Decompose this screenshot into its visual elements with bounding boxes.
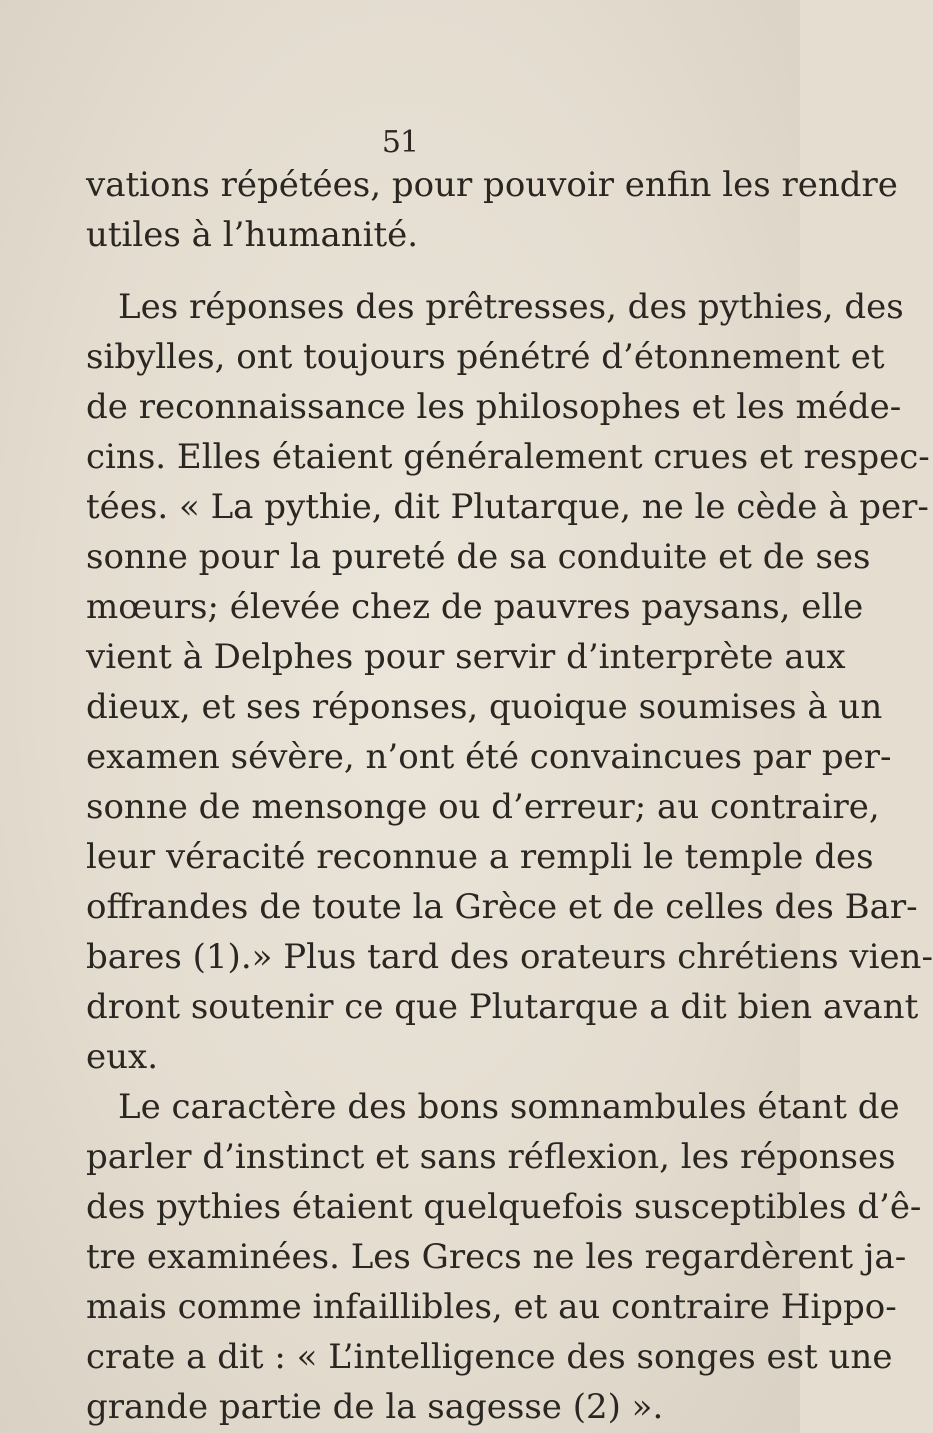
text-line: vations répétées, pour pouvoir enfin les rendre — [86, 165, 898, 205]
text-line: leur véracité reconnue a rempli le temple des — [86, 837, 874, 877]
text-line: vient à Delphes pour servir d’interprète aux — [86, 637, 846, 677]
text-line: utiles à l’humanité. — [86, 215, 419, 255]
text-line: grande partie de la sagesse (2) ». — [86, 1387, 664, 1427]
text-line: sonne de mensonge ou d’erreur; au contraire, — [86, 787, 880, 827]
text-line: cins. Elles étaient généralement crues et respec- — [86, 437, 930, 477]
text-line: sonne pour la pureté de sa conduite et de ses — [86, 537, 871, 577]
text-line: Les réponses des prêtresses, des pythies, des — [118, 287, 904, 327]
text-line: crate a dit : « L’intelligence des songes est une — [86, 1337, 893, 1377]
text-line: de reconnaissance les philosophes et les méde- — [86, 387, 902, 427]
text-line: dieux, et ses réponses, quoique soumises à un — [86, 687, 883, 727]
text-line: parler d’instinct et sans réflexion, les réponses — [86, 1137, 896, 1177]
text-line: offrandes de toute la Grèce et de celles des Bar- — [86, 887, 918, 927]
text-line: des pythies étaient quelquefois susceptibles d’ê- — [86, 1187, 922, 1227]
text-line: bares (1).» Plus tard des orateurs chrétiens vien- — [86, 937, 933, 977]
text-line: examen sévère, n’ont été convaincues par per- — [86, 737, 892, 777]
text-line: tre examinées. Les Grecs ne les regardèrent ja- — [86, 1237, 907, 1277]
text-line: mais comme infaillibles, et au contraire Hippo- — [86, 1287, 897, 1327]
text-line: sibylles, ont toujours pénétré d’étonnement et — [86, 337, 885, 377]
text-line: eux. — [86, 1037, 159, 1077]
text-line: tées. « La pythie, dit Plutarque, ne le cède à per- — [86, 487, 929, 527]
text-line: mœurs; élevée chez de pauvres paysans, elle — [86, 587, 864, 627]
page-number: 51 — [381, 125, 419, 160]
text-line: Le caractère des bons somnambules étant de — [118, 1087, 900, 1127]
text-line: dront soutenir ce que Plutarque a dit bien avant — [86, 987, 919, 1027]
